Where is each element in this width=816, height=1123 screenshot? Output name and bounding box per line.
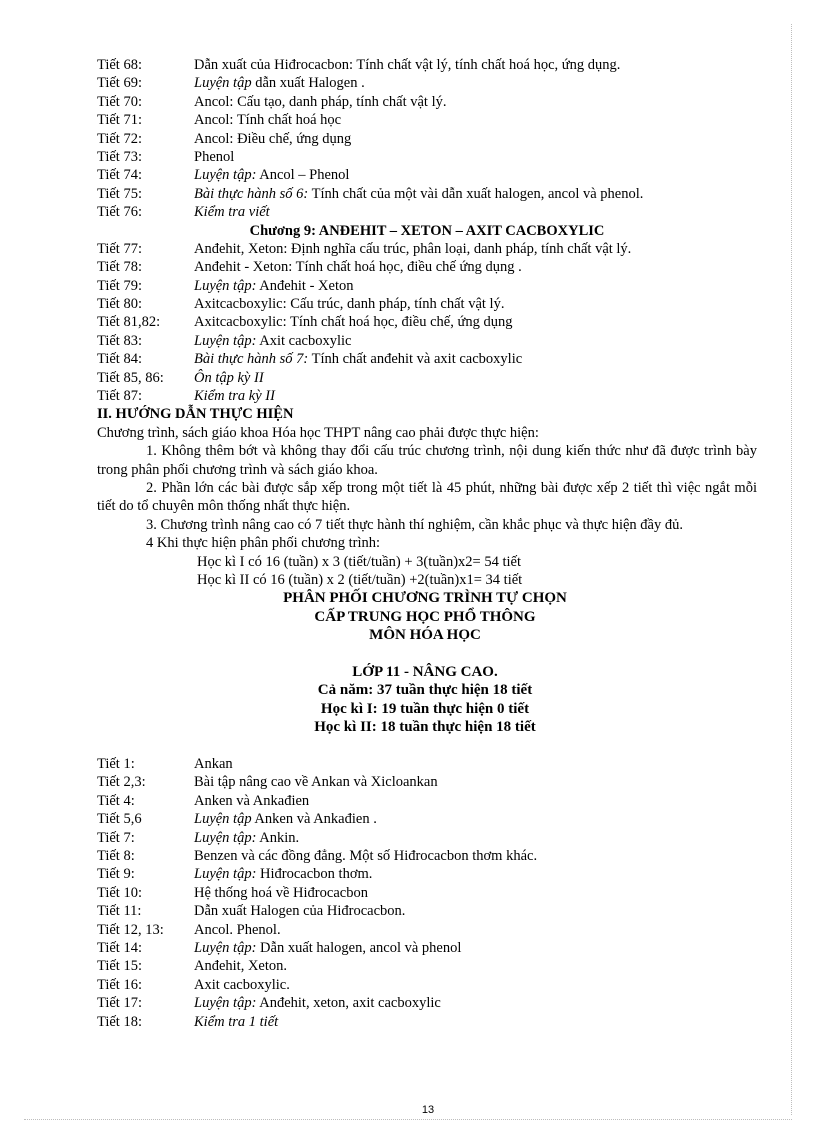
- lesson-description: [194, 939, 757, 957]
- lesson-row: [97, 829, 757, 847]
- guide-point-4: 4 Khi thực hiện phân phối chương trình:: [146, 535, 381, 552]
- lesson-number: Tiết 10:: [97, 884, 142, 901]
- lesson-row: [97, 258, 757, 276]
- lesson-description: [194, 111, 757, 129]
- lesson-type-label: Luyện tập:: [194, 167, 257, 184]
- lesson-description: [194, 295, 757, 313]
- lesson-number: Tiết 18:: [97, 1013, 142, 1030]
- lesson-row: [97, 277, 757, 295]
- formula-semester-1: Học kì I có 16 (tuần) x 3 (tiết/tuần) + 3(tuần)x2= 54 tiết: [197, 553, 521, 570]
- lesson-topic: Axit cacboxylic: [256, 332, 352, 349]
- lesson-description: [194, 277, 757, 295]
- lesson-row: [97, 350, 757, 368]
- lesson-number: Tiết 78:: [97, 259, 142, 276]
- lesson-description: [194, 240, 757, 258]
- lesson-number: Tiết 8:: [97, 848, 135, 865]
- lesson-description: [194, 74, 757, 92]
- lesson-description: [194, 166, 757, 184]
- title-line-3: MÔN HÓA HỌC: [369, 627, 481, 644]
- lesson-type-label: Kiểm tra viết: [194, 204, 270, 221]
- lesson-description: [194, 369, 757, 387]
- lesson-topic: Anđehit - Xeton: [256, 277, 354, 294]
- lesson-topic: Ancol. Phenol.: [194, 921, 281, 938]
- lesson-description: [194, 810, 757, 828]
- year-summary: Cả năm: 37 tuần thực hiện 18 tiết: [317, 682, 533, 699]
- title-spacer: [93, 645, 757, 663]
- lesson-row: [97, 130, 757, 148]
- lesson-number: Tiết 80:: [97, 296, 142, 313]
- lesson-topic: Ancol – Phenol: [256, 167, 350, 184]
- lesson-number: Tiết 84:: [97, 351, 142, 368]
- lesson-description: [194, 148, 757, 166]
- page-number: 13: [421, 1104, 435, 1116]
- lesson-description: [194, 902, 757, 920]
- lesson-description: [194, 203, 757, 221]
- lesson-type-label: Bài thực hành số 6:: [194, 185, 309, 202]
- lesson-topic: Anđehit, Xeton.: [194, 958, 288, 975]
- lesson-row: [97, 957, 757, 975]
- guide-point-2: 2. Phần lớn các bài được sắp xếp trong một tiết là 45 phút, những bài được xếp 2 tiết thì việc ngắt mỗi tiết do tổ chuyên môn thống nhất thực hiện.: [97, 480, 757, 515]
- lesson-number: Tiết 73:: [97, 148, 142, 165]
- lesson-number: Tiết 83:: [97, 332, 142, 349]
- page-margin-rule: [791, 24, 792, 1115]
- semester-1-summary: Học kì I: 19 tuần thực hiện 0 tiết: [320, 700, 530, 717]
- program-title: [93, 589, 757, 736]
- lesson-row: [97, 902, 757, 920]
- lesson-number: Tiết 7:: [97, 829, 135, 846]
- lesson-topic: Anđehit, xeton, axit cacboxylic: [256, 995, 441, 1012]
- lesson-row: [97, 1013, 757, 1031]
- lesson-row: [97, 148, 757, 166]
- lesson-number: Tiết 85, 86:: [97, 369, 164, 386]
- formula-semester-2: Học kì II có 16 (tuần) x 2 (tiết/tuần) +2(tuần)x1= 34 tiết: [197, 572, 523, 589]
- lesson-number: Tiết 87:: [97, 388, 142, 405]
- lesson-number: Tiết 77:: [97, 240, 142, 257]
- lesson-number: Tiết 1:: [97, 756, 135, 773]
- page-content: [97, 56, 757, 1031]
- lesson-topic: Ankin.: [256, 829, 300, 846]
- lesson-description: [194, 976, 757, 994]
- lesson-row: [97, 884, 757, 902]
- lesson-description: [194, 185, 757, 203]
- lesson-type-label: Luyện tập:: [194, 866, 257, 883]
- lesson-topic: dẫn xuất Halogen .: [251, 75, 365, 92]
- lesson-number: Tiết 14:: [97, 939, 142, 956]
- lesson-description: [194, 1013, 757, 1031]
- lesson-number: Tiết 81,82:: [97, 314, 161, 331]
- lesson-description: [194, 93, 757, 111]
- lesson-type-label: Luyện tập:: [194, 939, 257, 956]
- lesson-row: [97, 369, 757, 387]
- lesson-type-label: Luyện tập: [194, 811, 252, 828]
- lesson-row: [97, 332, 757, 350]
- footer-rule: [24, 1119, 792, 1120]
- lesson-type-label: Luyện tập:: [194, 332, 257, 349]
- lesson-description: [194, 792, 757, 810]
- lesson-description: [194, 829, 757, 847]
- lesson-row: [97, 994, 757, 1012]
- lesson-type-label: Luyện tập:: [194, 995, 257, 1012]
- lesson-number: Tiết 4:: [97, 792, 135, 809]
- lesson-row: [97, 939, 757, 957]
- lesson-description: [194, 957, 757, 975]
- lesson-topic: Ancol: Cấu tạo, danh pháp, tính chất vật lý.: [194, 93, 447, 110]
- lesson-number: Tiết 76:: [97, 204, 142, 221]
- lesson-number: Tiết 2,3:: [97, 774, 146, 791]
- lesson-description: [194, 773, 757, 791]
- lesson-number: Tiết 72:: [97, 130, 142, 147]
- lesson-description: [194, 56, 757, 74]
- lesson-type-label: Kiểm tra 1 tiết: [194, 1013, 279, 1030]
- semester-2-summary: Học kì II: 18 tuần thực hiện 18 tiết: [314, 719, 536, 736]
- lesson-row: [97, 387, 757, 405]
- lesson-description: [194, 994, 757, 1012]
- lesson-type-label: Bài thực hành số 7:: [194, 351, 309, 368]
- lesson-description: [194, 332, 757, 350]
- lesson-number: Tiết 16:: [97, 976, 142, 993]
- lesson-topic: Hệ thống hoá về Hiđrocacbon: [194, 884, 368, 901]
- guide-intro: Chương trình, sách giáo khoa Hóa học THPT nâng cao phải được thực hiện:: [97, 424, 539, 441]
- lesson-description: [194, 865, 757, 883]
- lesson-type-label: Ôn tập kỳ II: [194, 369, 264, 386]
- lesson-number: Tiết 5,6: [97, 811, 142, 828]
- lesson-row: [97, 773, 757, 791]
- lesson-row: [97, 313, 757, 331]
- lesson-row: [97, 185, 757, 203]
- lesson-topic: Ancol: Tính chất hoá học: [194, 112, 342, 129]
- lesson-row: [97, 203, 757, 221]
- lesson-description: [194, 847, 757, 865]
- lesson-description: [194, 921, 757, 939]
- lesson-topic: Dẫn xuất Halogen của Hiđrocacbon.: [194, 903, 406, 920]
- lesson-type-label: Luyện tập: [194, 75, 252, 92]
- lesson-row: [97, 847, 757, 865]
- lesson-number: Tiết 17:: [97, 995, 142, 1012]
- lesson-row: [97, 111, 757, 129]
- lesson-topic: Phenol: [194, 148, 235, 165]
- lesson-topic: Anken và Ankađien .: [251, 811, 377, 828]
- lesson-row: [97, 865, 757, 883]
- lesson-number: Tiết 15:: [97, 958, 142, 975]
- lesson-number: Tiết 70:: [97, 93, 142, 110]
- lesson-number: Tiết 12, 13:: [97, 921, 164, 938]
- lesson-topic: Anđehit, Xeton: Định nghĩa cấu trúc, phân loại, danh pháp, tính chất vật lý.: [194, 240, 632, 257]
- lesson-description: [194, 884, 757, 902]
- lesson-row: [97, 74, 757, 92]
- lesson-row: [97, 93, 757, 111]
- lesson-type-label: Luyện tập:: [194, 277, 257, 294]
- lesson-row: [97, 755, 757, 773]
- lesson-list-chapter9: [97, 240, 757, 406]
- lesson-description: [194, 258, 757, 276]
- lesson-row: [97, 810, 757, 828]
- lesson-topic: Dẫn xuất của Hiđrocacbon: Tính chất vật lý, tính chất hoá học, ứng dụng.: [194, 57, 621, 73]
- elective-lesson-list: [97, 755, 757, 1031]
- title-line-1: PHÂN PHỐI CHƯƠNG TRÌNH TỰ CHỌN: [283, 590, 567, 607]
- lesson-description: [194, 387, 757, 405]
- lesson-number: Tiết 74:: [97, 167, 142, 184]
- lesson-topic: Hiđrocacbon thơm.: [256, 866, 373, 883]
- lesson-description: [194, 313, 757, 331]
- lesson-topic: Tính chất anđehit và axit cacboxylic: [308, 351, 523, 368]
- lesson-topic: Anken và Ankađien: [194, 792, 310, 809]
- lesson-number: Tiết 75:: [97, 185, 142, 202]
- lesson-topic: Axit cacboxylic.: [194, 976, 290, 993]
- lesson-description: [194, 755, 757, 773]
- guide-heading: II. HƯỚNG DẪN THỰC HIỆN: [97, 406, 294, 423]
- guide-point-3: 3. Chương trình nâng cao có 7 tiết thực hành thí nghiệm, cần khắc phục và thực hiện đầy đủ.: [146, 516, 683, 533]
- lesson-topic: Anđehit - Xeton: Tính chất hoá học, điều chế ứng dụng .: [194, 259, 522, 276]
- lesson-row: [97, 792, 757, 810]
- lesson-topic: Benzen và các đồng đẳng. Một số Hiđrocacbon thơm khác.: [194, 848, 538, 865]
- lesson-row: [97, 56, 757, 74]
- lesson-description: [194, 350, 757, 368]
- lesson-row: [97, 295, 757, 313]
- lesson-topic: Dẫn xuất halogen, ancol và phenol: [256, 939, 462, 956]
- lesson-row: [97, 921, 757, 939]
- lesson-topic: Bài tập nâng cao về Ankan và Xicloankan: [194, 774, 438, 791]
- lesson-number: Tiết 11:: [97, 903, 142, 920]
- lesson-type-label: Luyện tập:: [194, 829, 257, 846]
- lesson-number: Tiết 79:: [97, 277, 142, 294]
- lesson-description: [194, 130, 757, 148]
- grade-title: LỚP 11 - NÂNG CAO.: [352, 664, 498, 681]
- chapter-9-heading: Chương 9: ANĐEHIT – XETON – AXIT CACBOXYLIC: [249, 222, 605, 239]
- lesson-topic: Ankan: [194, 756, 233, 773]
- lesson-row: [97, 976, 757, 994]
- list-spacer: [97, 737, 757, 755]
- lesson-row: [97, 166, 757, 184]
- lesson-number: Tiết 69:: [97, 75, 142, 92]
- lesson-topic: Tính chất của một vài dẫn xuất halogen, ancol và phenol.: [308, 185, 644, 202]
- title-line-2: CẤP TRUNG HỌC PHỔ THÔNG: [314, 608, 536, 625]
- lesson-number: Tiết 71:: [97, 112, 142, 129]
- lesson-number: Tiết 9:: [97, 866, 135, 883]
- lesson-row: [97, 240, 757, 258]
- lesson-topic: Axitcacboxylic: Tính chất hoá học, điều chế, ứng dụng: [194, 314, 513, 331]
- guide-point-1: 1. Không thêm bớt và không thay đổi cấu trúc chương trình, nội dung kiến thức như đã được trình bày trong phân phối chương trình và sách giáo khoa.: [97, 443, 757, 478]
- lesson-number: Tiết 68:: [97, 57, 142, 73]
- lesson-topic: Axitcacboxylic: Cấu trúc, danh pháp, tính chất vật lý.: [194, 296, 505, 313]
- lesson-list-chapter8: [97, 56, 757, 222]
- lesson-topic: Ancol: Điều chế, ứng dụng: [194, 130, 352, 147]
- lesson-type-label: Kiểm tra kỳ II: [194, 388, 275, 405]
